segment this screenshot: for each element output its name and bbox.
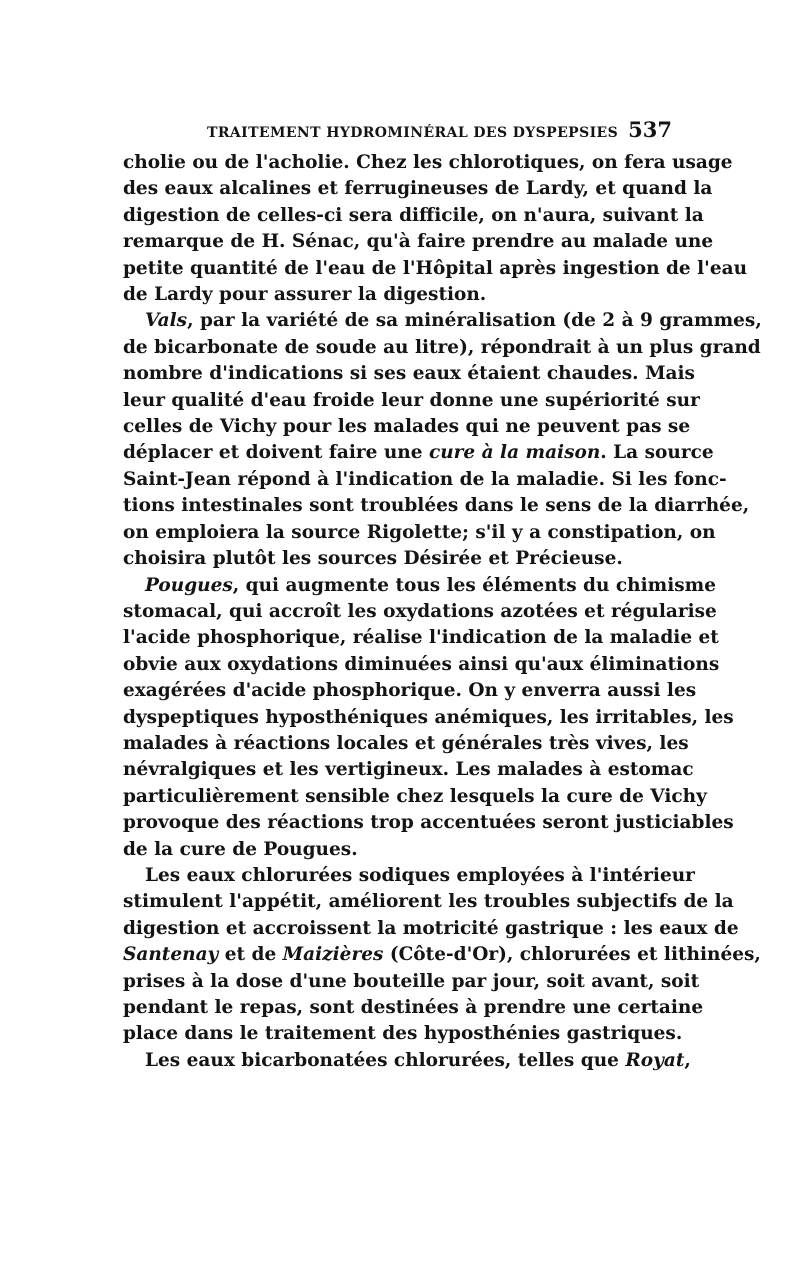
- text-run: stimulent l'appétit, améliorent les troubles subjectifs de la: [123, 891, 734, 913]
- text-run: malades à réactions locales et générales très vives, les: [123, 732, 689, 754]
- text-line: [123, 837, 672, 863]
- text-run: nombre d'indications si ses eaux étaient chaudes. Mais: [123, 363, 695, 385]
- text-line: [123, 361, 695, 387]
- text-line: [123, 308, 762, 334]
- text-run: (Côte-d'Or), chlorurées et lithinées,: [383, 944, 761, 966]
- italic-run: cure à la maison: [428, 442, 601, 464]
- text-line: [123, 573, 716, 599]
- text-run: remarque de H. Sénac, qu'à faire prendre au malade une: [123, 231, 714, 253]
- text-line: [123, 256, 748, 282]
- page-header: [207, 117, 672, 142]
- text-line: [123, 203, 704, 229]
- text-run: et de: [218, 944, 283, 966]
- text-run: pendant le repas, sont destinées à prendre une certaine: [123, 997, 704, 1018]
- text-run: particulièrement sensible chez lesquels la cure de Vichy: [123, 785, 707, 807]
- text-line: [123, 1021, 683, 1047]
- text-line: [123, 335, 761, 361]
- text-run: , qui augmente tous les éléments du chimisme: [232, 574, 716, 596]
- text-line: [123, 546, 672, 572]
- text-run: obvie aux oxydations diminuées ainsi qu'aux éliminations: [123, 653, 720, 675]
- text-line: [123, 757, 694, 783]
- text-run: prises à la dose d'une bouteille par jour, soit avant, soit: [123, 970, 700, 992]
- text-line: [123, 863, 695, 889]
- text-line: [123, 493, 750, 519]
- text-run: névralgiques et les vertigineux. Les malades à estomac: [123, 759, 694, 781]
- text-run: déplacer et doivent faire une: [123, 442, 429, 464]
- text-line: [123, 599, 717, 625]
- text-run: . La source: [600, 442, 714, 464]
- italic-run: Vals: [145, 310, 188, 332]
- text-run: Les eaux bicarbonatées chlorurées, telles que: [145, 1049, 626, 1071]
- text-line: [123, 784, 707, 810]
- body-text: [123, 150, 762, 1074]
- text-line: [123, 969, 700, 995]
- italic-run: Santenay: [123, 944, 219, 966]
- text-line: [123, 467, 727, 493]
- text-line: [123, 1048, 691, 1074]
- text-line: [123, 678, 697, 704]
- text-run: Saint-Jean répond à l'indication de la maladie. Si les fonc-: [123, 468, 727, 490]
- text-run: exagérées d'acide phosphorique. On y enverra aussi les: [123, 680, 697, 702]
- running-title: TRAITEMENT HYDROMINÉRAL DES DYSPEPSIES: [207, 125, 619, 141]
- text-run: cholie ou de l'acholie. Chez les chlorotiques, on fera usage: [123, 152, 733, 173]
- text-run: ,: [684, 1049, 691, 1071]
- text-line: [123, 414, 691, 440]
- text-line: [123, 282, 672, 308]
- text-line: [123, 652, 720, 678]
- italic-run: Pougues: [145, 574, 233, 596]
- text-run: leur qualité d'eau froide leur donne une supériorité sur: [123, 389, 700, 411]
- text-line: [123, 705, 734, 731]
- text-run: place dans le traitement des hyposthénies gastriques.: [123, 1023, 683, 1045]
- text-line: [123, 731, 689, 757]
- text-run: l'acide phosphorique, réalise l'indication de la maladie et: [123, 627, 719, 649]
- text-line: [123, 229, 714, 255]
- text-line: [123, 150, 733, 176]
- text-line: [123, 440, 714, 466]
- text-line: [123, 942, 761, 968]
- italic-run: Maizières: [282, 944, 384, 966]
- text-line: [123, 388, 700, 414]
- text-run: petite quantité de l'eau de l'Hôpital après ingestion de l'eau: [123, 257, 748, 279]
- text-run: digestion de celles-ci sera difficile, on n'aura, suivant la: [123, 204, 704, 226]
- text-run: digestion et accroissent la motricité gastrique : les eaux de: [123, 917, 739, 939]
- text-run: Les eaux chlorurées sodiques employées à l'intérieur: [145, 864, 695, 886]
- text-run: stomacal, qui accroît les oxydations azotées et régularise: [123, 600, 717, 622]
- text-line: [123, 916, 739, 942]
- text-run: on emploiera la source Rigolette; s'il y a constipation, on: [123, 521, 716, 543]
- text-run: des eaux alcalines et ferrugineuses de Lardy, et quand la: [123, 178, 713, 200]
- text-line: [123, 176, 713, 202]
- text-run: de Lardy pour assurer la digestion.: [123, 284, 487, 306]
- text-line: [123, 625, 719, 651]
- text-line: [123, 810, 734, 836]
- text-run: de bicarbonate de soude au litre), répondrait à un plus grand: [123, 336, 761, 358]
- text-run: de la cure de Pougues.: [123, 838, 358, 860]
- italic-run: Royat: [625, 1049, 685, 1071]
- text-line: [123, 889, 734, 915]
- text-run: , par la variété de sa minéralisation (de 2 à 9 grammes,: [187, 310, 762, 332]
- text-run: tions intestinales sont troublées dans le sens de la diarrhée,: [123, 495, 750, 517]
- text-run: provoque des réactions trop accentuées seront justiciables: [123, 812, 734, 834]
- page-number: 537: [628, 117, 672, 142]
- text-line: [123, 995, 704, 1021]
- text-line: [123, 520, 716, 546]
- text-run: celles de Vichy pour les malades qui ne peuvent pas se: [123, 416, 691, 438]
- text-run: choisira plutôt les sources Désirée et Précieuse.: [123, 548, 623, 570]
- text-run: dyspeptiques hyposthéniques anémiques, les irritables, les: [123, 706, 734, 728]
